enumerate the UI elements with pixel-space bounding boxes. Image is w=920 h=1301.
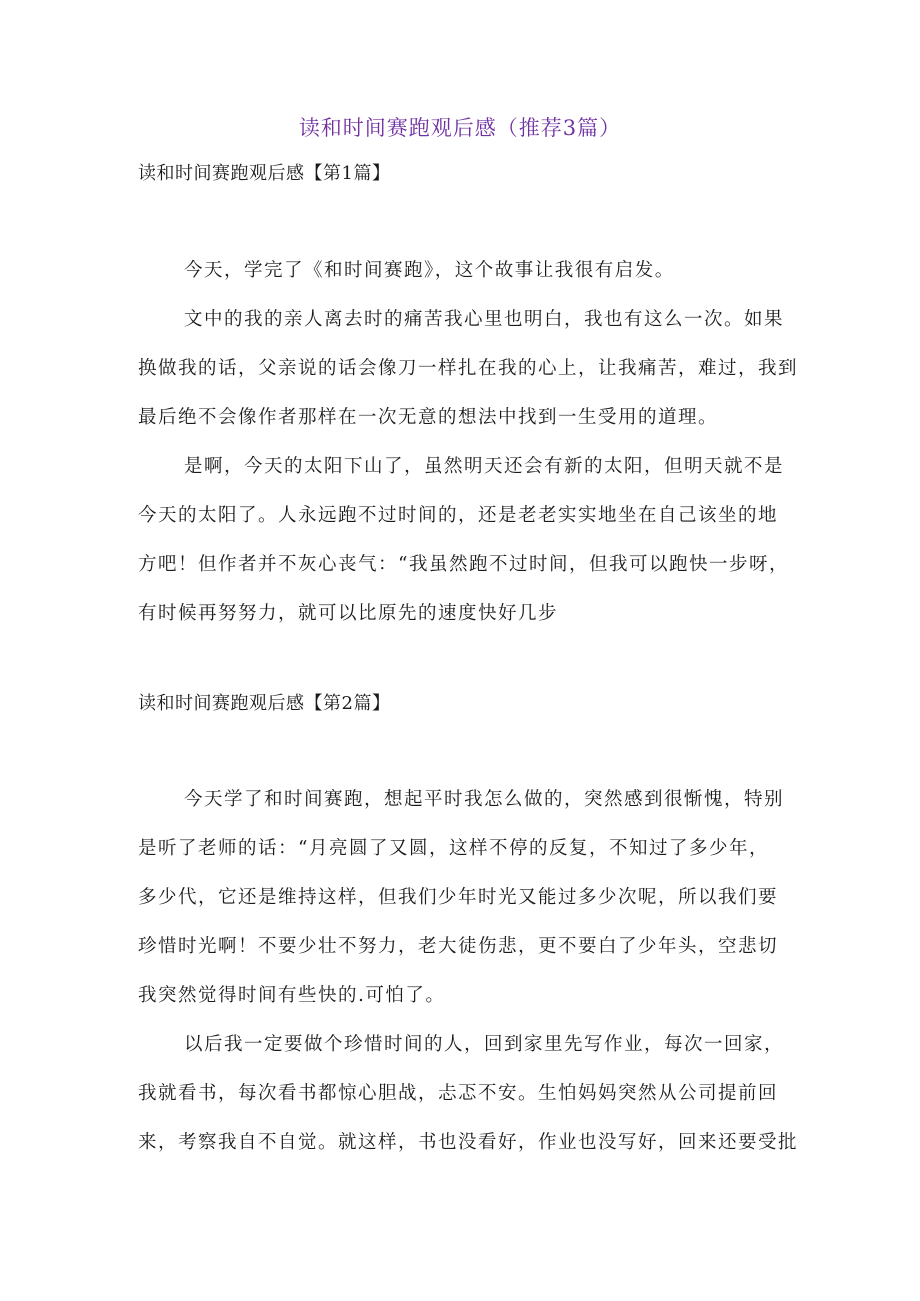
paragraph-line: 是啊，今天的太阳下山了，虽然明天还会有新的太阳，但明天就不是 [184,456,785,477]
paragraph-line: 我就看书，每次看书都惊心胆战，忐忑不安。生怕妈妈突然从公司提前回 [138,1083,779,1104]
paragraph-line: 今天学了和时间赛跑，想起平时我怎么做的，突然感到很惭愧，特别 [184,789,785,810]
document-title: 读和时间赛跑观后感（推荐3篇） [298,116,622,140]
paragraph-line: 有时候再努努力，就可以比原先的速度快好几步 [138,603,559,624]
paragraph-line: 今天的太阳了。人永远跑不过时间的，还是老老实实地坐在自己该坐的地 [138,505,779,526]
paragraph-line: 来，考察我自不自觉。就这样，书也没看好，作业也没写好，回来还要受批 [138,1132,799,1153]
paragraph-line: 方吧！但作者并不灰心丧气：“我虽然跑不过时间，但我可以跑快一步呀， [138,554,789,575]
paragraph-line: 换做我的话，父亲说的话会像刀一样扎在我的心上，让我痛苦，难过，我到 [138,358,799,379]
paragraph-line: 文中的我的亲人离去时的痛苦我心里也明白，我也有这么一次。如果 [184,309,785,330]
paragraph-line: 最后绝不会像作者那样在一次无意的想法中找到一生受用的道理。 [138,407,719,428]
paragraph-line: 多少代，它还是维持这样，但我们少年时光又能过多少次呢，所以我们要 [138,887,779,908]
paragraph-line: 珍惜时光啊！不要少壮不努力，老大徒伤悲，更不要白了少年头，空悲切 [138,936,779,957]
paragraph-line: 是听了老师的话：“月亮圆了又圆，这样不停的反复，不知过了多少年， [138,838,769,859]
paragraph-line: 今天，学完了《和时间赛跑》，这个故事让我很有启发。 [184,260,675,281]
paragraph-line: 我突然觉得时间有些快的.可怕了。 [138,985,446,1006]
paragraph-line: 以后我一定要做个珍惜时间的人，回到家里先写作业，每次一回家， [184,1034,785,1055]
section-heading-1: 读和时间赛跑观后感【第1篇】 [138,163,391,184]
section-heading-2: 读和时间赛跑观后感【第2篇】 [138,693,391,714]
